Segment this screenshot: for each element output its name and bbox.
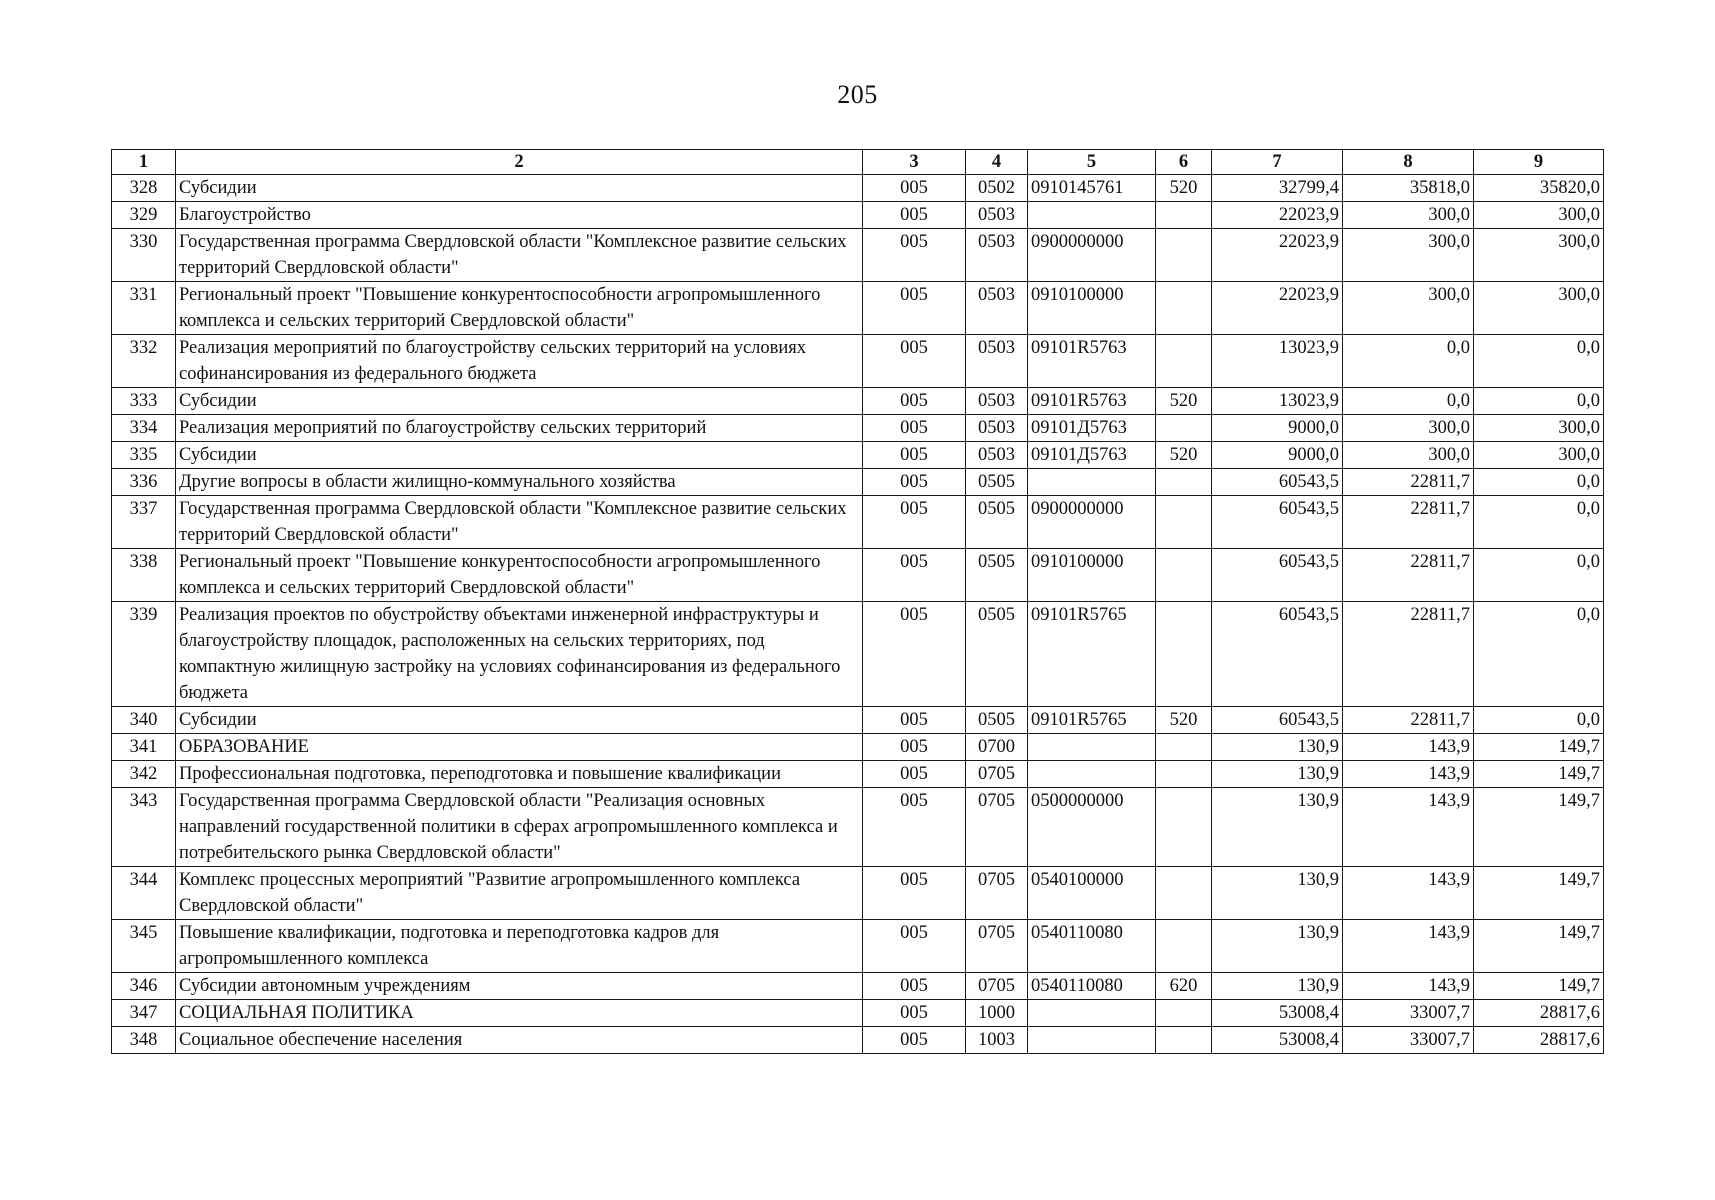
row-name-cell: Региональный проект "Повышение конкурентоспособности агропромышленного комплекса и сельских территорий Свердловской области" [176,549,863,602]
row-name-cell: Субсидии [176,707,863,734]
ministry-code-cell: 005 [863,335,966,388]
amount-col9-cell: 300,0 [1474,202,1604,229]
expense-type-cell [1156,335,1212,388]
row-number-cell: 342 [112,761,176,788]
expense-type-cell [1156,415,1212,442]
row-number-cell: 338 [112,549,176,602]
table-row [112,788,1604,867]
table-row [112,229,1604,282]
expense-type-cell: 620 [1156,973,1212,1000]
amount-col8-cell: 300,0 [1343,282,1474,335]
target-code-cell: 0910100000 [1028,549,1156,602]
section-code-cell: 0503 [966,229,1028,282]
row-number-cell: 339 [112,602,176,707]
target-code-cell: 09101R5765 [1028,602,1156,707]
target-code-cell: 09101R5765 [1028,707,1156,734]
column-header-7: 7 [1212,150,1343,175]
section-code-cell: 0705 [966,788,1028,867]
row-name-cell: Реализация проектов по обустройству объектами инженерной инфраструктуры и благоустройству площадок, расположенных на сельских территориях, под компактную жилищную застройку на условиях софинансирования из федерального бюджета [176,602,863,707]
amount-col8-cell: 300,0 [1343,415,1474,442]
row-name-cell: СОЦИАЛЬНАЯ ПОЛИТИКА [176,1000,863,1027]
amount-col8-cell: 0,0 [1343,388,1474,415]
expense-type-cell [1156,920,1212,973]
amount-col7-cell: 22023,9 [1212,229,1343,282]
table-row [112,734,1604,761]
table-row [112,867,1604,920]
amount-col7-cell: 9000,0 [1212,442,1343,469]
target-code-cell [1028,469,1156,496]
section-code-cell: 0503 [966,202,1028,229]
column-header-4: 4 [966,150,1028,175]
row-name-cell: Другие вопросы в области жилищно-коммунального хозяйства [176,469,863,496]
section-code-cell: 0705 [966,761,1028,788]
ministry-code-cell: 005 [863,920,966,973]
amount-col9-cell: 0,0 [1474,469,1604,496]
amount-col9-cell: 0,0 [1474,707,1604,734]
amount-col8-cell: 143,9 [1343,973,1474,1000]
section-code-cell: 0502 [966,175,1028,202]
target-code-cell: 0900000000 [1028,496,1156,549]
table-row [112,973,1604,1000]
amount-col9-cell: 35820,0 [1474,175,1604,202]
column-header-9: 9 [1474,150,1604,175]
amount-col8-cell: 300,0 [1343,229,1474,282]
amount-col7-cell: 9000,0 [1212,415,1343,442]
amount-col8-cell: 300,0 [1343,202,1474,229]
section-code-cell: 0503 [966,442,1028,469]
row-name-cell: ОБРАЗОВАНИЕ [176,734,863,761]
row-number-cell: 344 [112,867,176,920]
row-number-cell: 330 [112,229,176,282]
expense-type-cell [1156,549,1212,602]
table-row [112,388,1604,415]
table-row [112,335,1604,388]
ministry-code-cell: 005 [863,788,966,867]
row-name-cell: Реализация мероприятий по благоустройству сельских территорий [176,415,863,442]
section-code-cell: 0505 [966,707,1028,734]
ministry-code-cell: 005 [863,388,966,415]
amount-col8-cell: 300,0 [1343,442,1474,469]
amount-col9-cell: 0,0 [1474,602,1604,707]
table-row [112,175,1604,202]
row-name-cell: Социальное обеспечение населения [176,1027,863,1054]
amount-col8-cell: 33007,7 [1343,1000,1474,1027]
ministry-code-cell: 005 [863,282,966,335]
amount-col7-cell: 53008,4 [1212,1027,1343,1054]
target-code-cell: 09101R5763 [1028,335,1156,388]
amount-col8-cell: 22811,7 [1343,469,1474,496]
amount-col9-cell: 149,7 [1474,973,1604,1000]
section-code-cell: 0503 [966,282,1028,335]
table-row [112,549,1604,602]
amount-col8-cell: 22811,7 [1343,707,1474,734]
row-number-cell: 345 [112,920,176,973]
amount-col8-cell: 143,9 [1343,920,1474,973]
target-code-cell: 09101R5763 [1028,388,1156,415]
target-code-cell [1028,761,1156,788]
budget-table [111,149,1604,1054]
column-header-1: 1 [112,150,176,175]
table-row [112,282,1604,335]
expense-type-cell [1156,202,1212,229]
table-body [112,175,1604,1054]
target-code-cell: 0540110080 [1028,973,1156,1000]
amount-col9-cell: 0,0 [1474,388,1604,415]
section-code-cell: 0505 [966,469,1028,496]
expense-type-cell [1156,496,1212,549]
section-code-cell: 0505 [966,496,1028,549]
row-number-cell: 347 [112,1000,176,1027]
target-code-cell: 0500000000 [1028,788,1156,867]
ministry-code-cell: 005 [863,496,966,549]
ministry-code-cell: 005 [863,1000,966,1027]
row-name-cell: Субсидии [176,175,863,202]
amount-col8-cell: 143,9 [1343,761,1474,788]
amount-col9-cell: 300,0 [1474,415,1604,442]
section-code-cell: 1003 [966,1027,1028,1054]
expense-type-cell: 520 [1156,388,1212,415]
ministry-code-cell: 005 [863,867,966,920]
amount-col7-cell: 60543,5 [1212,549,1343,602]
amount-col9-cell: 0,0 [1474,335,1604,388]
row-number-cell: 335 [112,442,176,469]
amount-col7-cell: 130,9 [1212,867,1343,920]
expense-type-cell [1156,229,1212,282]
amount-col7-cell: 130,9 [1212,920,1343,973]
target-code-cell [1028,734,1156,761]
amount-col7-cell: 60543,5 [1212,469,1343,496]
row-name-cell: Повышение квалификации, подготовка и переподготовка кадров для агропромышленного комплекса [176,920,863,973]
table-row [112,202,1604,229]
row-number-cell: 340 [112,707,176,734]
amount-col9-cell: 300,0 [1474,442,1604,469]
ministry-code-cell: 005 [863,602,966,707]
amount-col9-cell: 0,0 [1474,496,1604,549]
table-row [112,469,1604,496]
table-row [112,920,1604,973]
section-code-cell: 0705 [966,973,1028,1000]
row-number-cell: 337 [112,496,176,549]
column-header-2: 2 [176,150,863,175]
target-code-cell: 09101Д5763 [1028,415,1156,442]
row-number-cell: 334 [112,415,176,442]
amount-col9-cell: 300,0 [1474,282,1604,335]
amount-col7-cell: 13023,9 [1212,388,1343,415]
table-row [112,442,1604,469]
amount-col8-cell: 0,0 [1343,335,1474,388]
row-number-cell: 329 [112,202,176,229]
ministry-code-cell: 005 [863,707,966,734]
table-row [112,496,1604,549]
row-number-cell: 333 [112,388,176,415]
expense-type-cell [1156,1027,1212,1054]
row-number-cell: 332 [112,335,176,388]
expense-type-cell [1156,469,1212,496]
amount-col8-cell: 35818,0 [1343,175,1474,202]
table-row [112,415,1604,442]
amount-col8-cell: 143,9 [1343,867,1474,920]
amount-col9-cell: 149,7 [1474,920,1604,973]
expense-type-cell [1156,788,1212,867]
expense-type-cell [1156,1000,1212,1027]
ministry-code-cell: 005 [863,202,966,229]
row-name-cell: Комплекс процессных мероприятий "Развитие агропромышленного комплекса Свердловской области" [176,867,863,920]
amount-col8-cell: 143,9 [1343,788,1474,867]
column-header-6: 6 [1156,150,1212,175]
amount-col7-cell: 22023,9 [1212,202,1343,229]
row-number-cell: 331 [112,282,176,335]
ministry-code-cell: 005 [863,734,966,761]
amount-col9-cell: 149,7 [1474,867,1604,920]
column-header-5: 5 [1028,150,1156,175]
row-number-cell: 346 [112,973,176,1000]
ministry-code-cell: 005 [863,1027,966,1054]
amount-col7-cell: 60543,5 [1212,602,1343,707]
section-code-cell: 0505 [966,549,1028,602]
table-row [112,602,1604,707]
row-name-cell: Реализация мероприятий по благоустройству сельских территорий на условиях софинансирования из федерального бюджета [176,335,863,388]
amount-col9-cell: 149,7 [1474,734,1604,761]
target-code-cell [1028,1027,1156,1054]
section-code-cell: 0503 [966,335,1028,388]
amount-col9-cell: 149,7 [1474,788,1604,867]
ministry-code-cell: 005 [863,175,966,202]
amount-col7-cell: 130,9 [1212,761,1343,788]
row-number-cell: 348 [112,1027,176,1054]
amount-col8-cell: 22811,7 [1343,549,1474,602]
table-row [112,1027,1604,1054]
row-name-cell: Региональный проект "Повышение конкурентоспособности агропромышленного комплекса и сельских территорий Свердловской области" [176,282,863,335]
row-number-cell: 343 [112,788,176,867]
section-code-cell: 0503 [966,415,1028,442]
row-name-cell: Государственная программа Свердловской области "Комплексное развитие сельских территорий Свердловской области" [176,229,863,282]
table-row [112,1000,1604,1027]
row-name-cell: Государственная программа Свердловской области "Комплексное развитие сельских территорий Свердловской области" [176,496,863,549]
amount-col7-cell: 32799,4 [1212,175,1343,202]
row-name-cell: Благоустройство [176,202,863,229]
amount-col9-cell: 28817,6 [1474,1027,1604,1054]
table-row [112,707,1604,734]
section-code-cell: 0705 [966,867,1028,920]
amount-col9-cell: 149,7 [1474,761,1604,788]
amount-col7-cell: 22023,9 [1212,282,1343,335]
amount-col7-cell: 130,9 [1212,788,1343,867]
target-code-cell [1028,1000,1156,1027]
expense-type-cell [1156,734,1212,761]
expense-type-cell: 520 [1156,707,1212,734]
section-code-cell: 0705 [966,920,1028,973]
amount-col8-cell: 143,9 [1343,734,1474,761]
ministry-code-cell: 005 [863,415,966,442]
target-code-cell: 0910100000 [1028,282,1156,335]
column-header-3: 3 [863,150,966,175]
expense-type-cell [1156,761,1212,788]
ministry-code-cell: 005 [863,549,966,602]
row-number-cell: 328 [112,175,176,202]
target-code-cell: 0910145761 [1028,175,1156,202]
row-name-cell: Профессиональная подготовка, переподготовка и повышение квалификации [176,761,863,788]
target-code-cell [1028,202,1156,229]
amount-col9-cell: 0,0 [1474,549,1604,602]
amount-col7-cell: 53008,4 [1212,1000,1343,1027]
target-code-cell: 0900000000 [1028,229,1156,282]
section-code-cell: 0505 [966,602,1028,707]
section-code-cell: 0503 [966,388,1028,415]
row-name-cell: Субсидии автономным учреждениям [176,973,863,1000]
ministry-code-cell: 005 [863,973,966,1000]
page-number: 205 [837,80,878,109]
column-header-8: 8 [1343,150,1474,175]
expense-type-cell: 520 [1156,442,1212,469]
target-code-cell: 09101Д5763 [1028,442,1156,469]
section-code-cell: 0700 [966,734,1028,761]
row-name-cell: Субсидии [176,442,863,469]
row-number-cell: 336 [112,469,176,496]
ministry-code-cell: 005 [863,229,966,282]
row-number-cell: 341 [112,734,176,761]
target-code-cell: 0540100000 [1028,867,1156,920]
expense-type-cell [1156,282,1212,335]
table-row [112,761,1604,788]
amount-col9-cell: 28817,6 [1474,1000,1604,1027]
amount-col7-cell: 130,9 [1212,734,1343,761]
amount-col9-cell: 300,0 [1474,229,1604,282]
row-name-cell: Субсидии [176,388,863,415]
row-name-cell: Государственная программа Свердловской области "Реализация основных направлений государственной политики в сферах агропромышленного комплекса и потребительского рынка Свердловской области" [176,788,863,867]
expense-type-cell [1156,602,1212,707]
amount-col8-cell: 33007,7 [1343,1027,1474,1054]
amount-col8-cell: 22811,7 [1343,602,1474,707]
amount-col7-cell: 60543,5 [1212,707,1343,734]
expense-type-cell: 520 [1156,175,1212,202]
target-code-cell: 0540110080 [1028,920,1156,973]
amount-col7-cell: 13023,9 [1212,335,1343,388]
expense-type-cell [1156,867,1212,920]
ministry-code-cell: 005 [863,761,966,788]
table-header-row [112,150,1604,175]
amount-col7-cell: 60543,5 [1212,496,1343,549]
ministry-code-cell: 005 [863,469,966,496]
ministry-code-cell: 005 [863,442,966,469]
amount-col8-cell: 22811,7 [1343,496,1474,549]
amount-col7-cell: 130,9 [1212,973,1343,1000]
section-code-cell: 1000 [966,1000,1028,1027]
